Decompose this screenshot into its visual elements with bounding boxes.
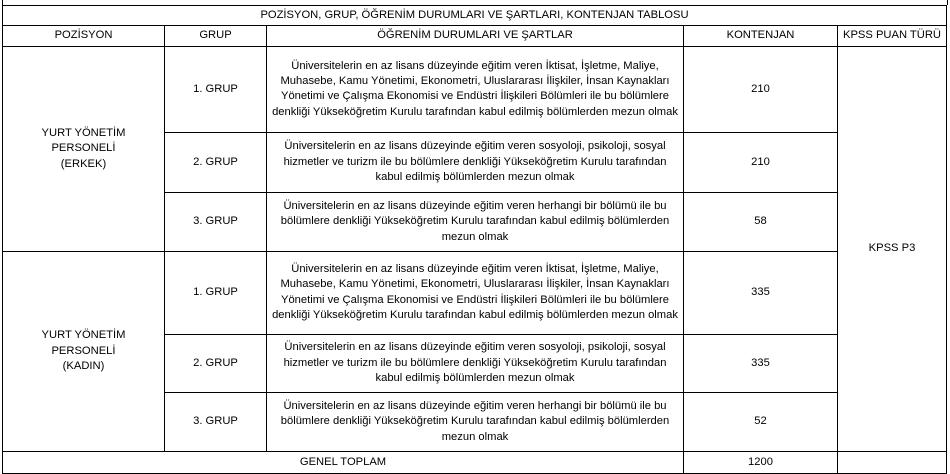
quota-cell: 210	[684, 132, 838, 192]
group-cell: 1. GRUP	[165, 251, 267, 334]
quota-cell: 52	[684, 392, 838, 451]
quota-cell: 58	[684, 192, 838, 251]
quota-table	[2, 5, 947, 474]
table-title-row	[3, 6, 947, 26]
table-row	[3, 251, 947, 334]
position-label-line1: YURT YÖNETİM	[41, 126, 126, 139]
conditions-cell: Üniversitelerin en az lisans düzeyinde eğitim veren sosyoloji, psikoloji, sosyal hizmetler ve turizm ile bu bölümlere denkliği Yükseköğretim Kurulu tarafından kabul edilmiş bölümlerden mezun olmak	[267, 334, 684, 392]
group-cell: 1. GRUP	[165, 46, 267, 132]
quota-cell: 335	[684, 334, 838, 392]
group-cell: 3. GRUP	[165, 192, 267, 251]
group-cell: 3. GRUP	[165, 392, 267, 451]
table-title: POZİSYON, GRUP, ÖĞRENİM DURUMLARI VE ŞARTLARI, KONTENJAN TABLOSU	[3, 6, 947, 26]
table-header-row	[3, 26, 947, 46]
position-cell-kadin	[3, 251, 165, 451]
conditions-cell: Üniversitelerin en az lisans düzeyinde eğitim veren sosyoloji, psikoloji, sosyal hizmetler ve turizm ile bu bölümlere denkliği Yükseköğretim Kurulu tarafından kabul edilmiş bölümlerden mezun olmak	[267, 132, 684, 192]
quota-cell: 335	[684, 251, 838, 334]
conditions-cell: Üniversitelerin en az lisans düzeyinde eğitim veren herhangi bir bölümü ile bu bölümlere denkliği Yükseköğretim Kurulu tarafından kabul edilmiş bölümlerden mezun olmak	[267, 192, 684, 251]
group-cell: 2. GRUP	[165, 334, 267, 392]
position-label-line3: (KADIN)	[62, 360, 105, 373]
grand-total-value: 1200	[684, 451, 838, 473]
quota-cell: 210	[684, 46, 838, 132]
conditions-cell: Üniversitelerin en az lisans düzeyinde eğitim veren İktisat, İşletme, Maliye, Muhasebe, Kamu Yönetimi, Ekonometri, Uluslararası İlişkiler, İnsan Kaynakları Yönetimi ve Çalışma Ekonomisi ve Endüstri İlişkileri Bölümleri ile bu bölümlere denkliği Yükseköğretim Kurulu tarafından kabul edilmiş bölümlerden mezun olmak	[267, 46, 684, 132]
position-label-line2: PERSONELİ	[51, 344, 116, 357]
header-ogrenim-durumlari: ÖĞRENİM DURUMLARI VE ŞARTLAR	[267, 26, 684, 46]
position-label-line2: PERSONELİ	[51, 142, 116, 155]
grand-total-label: GENEL TOPLAM	[3, 451, 684, 473]
header-kontenjan: KONTENJAN	[684, 26, 838, 46]
table-row	[3, 46, 947, 132]
header-grup: GRUP	[165, 26, 267, 46]
position-label-line3: (ERKEK)	[60, 157, 107, 170]
grand-total-blank	[838, 451, 947, 473]
header-pozisyon: POZİSYON	[3, 26, 165, 46]
conditions-cell: Üniversitelerin en az lisans düzeyinde eğitim veren herhangi bir bölümü ile bu bölümlere denkliği Yükseköğretim Kurulu tarafından kabul edilmiş bölümlerden mezun olmak	[267, 392, 684, 451]
group-cell: 2. GRUP	[165, 132, 267, 192]
kpss-score-type-cell: KPSS P3	[838, 46, 947, 451]
conditions-cell: Üniversitelerin en az lisans düzeyinde eğitim veren İktisat, İşletme, Maliye, Muhasebe, Kamu Yönetimi, Ekonometri, Uluslararası İlişkiler, İnsan Kaynakları Yönetimi ve Çalışma Ekonomisi ve Endüstri İlişkileri Bölümleri ile bu bölümlere denkliği Yükseköğretim Kurulu tarafından kabul edilmiş bölümlerden mezun olmak	[267, 251, 684, 334]
position-label-line1: YURT YÖNETİM	[41, 329, 126, 342]
grand-total-row	[3, 451, 947, 473]
position-cell-erkek	[3, 46, 165, 251]
header-kpss-puan-turu: KPSS PUAN TÜRÜ	[838, 26, 947, 46]
